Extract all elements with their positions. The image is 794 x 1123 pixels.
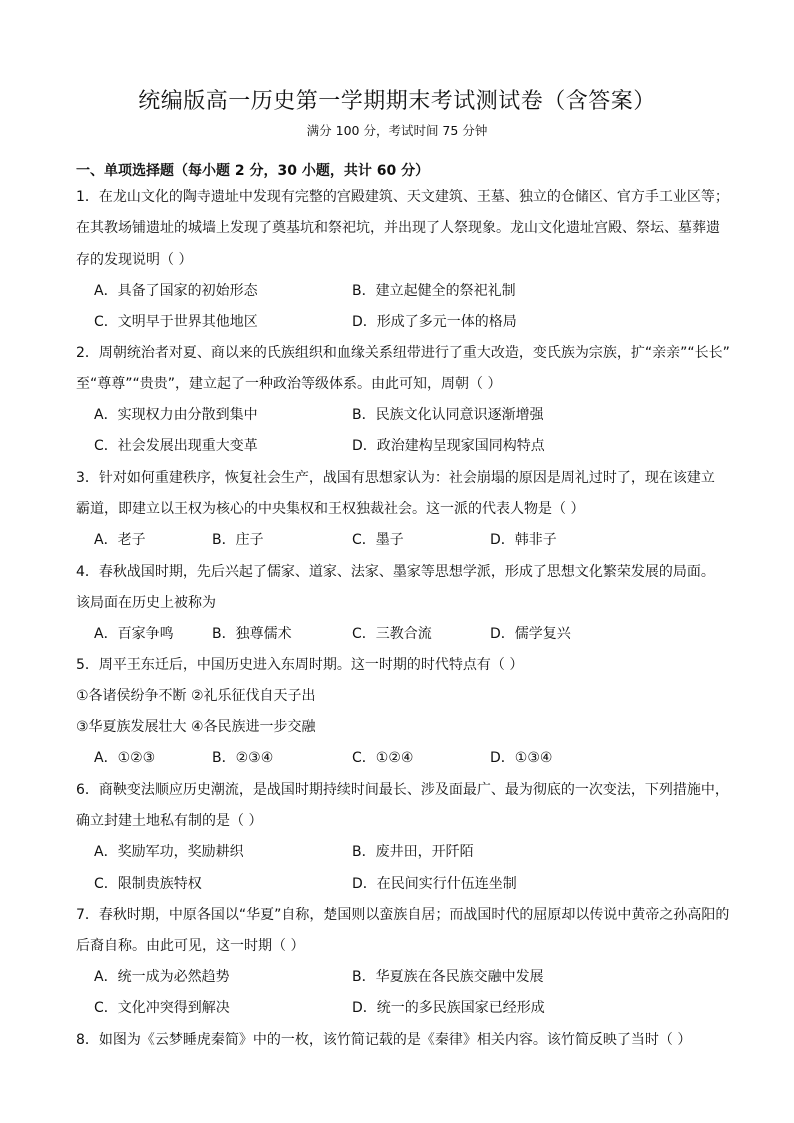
question-1-line-3: 存的发现说明（ ） [76, 252, 193, 268]
question-2-option-d[interactable]: D．政治建构呈现家国同构特点 [352, 438, 545, 454]
exam-subtitle: 满分 100 分，考试时间 75 分钟 [306, 123, 488, 138]
question-2-option-a[interactable]: A．实现权力由分散到集中 [94, 407, 258, 423]
question-4-line-2: 该局面在历史上被称为 [76, 595, 216, 611]
exam-title: 统编版高一历史第一学期期末考试测试卷（含答案） [138, 89, 656, 114]
question-7-line-2: 后裔自称。由此可见，这一时期（ ） [76, 938, 305, 954]
question-3-option-a[interactable]: A．老子 [94, 532, 146, 548]
question-2-option-c[interactable]: C．社会发展出现重大变革 [94, 438, 258, 454]
question-4-option-d[interactable]: D．儒学复兴 [490, 626, 571, 642]
question-5-option-a[interactable]: A．①②③ [94, 750, 156, 766]
question-6-option-d[interactable]: D．在民间实行什伍连坐制 [352, 876, 517, 892]
question-4-option-b[interactable]: B．独尊儒术 [212, 626, 292, 642]
question-7-option-d[interactable]: D．统一的多民族国家已经形成 [352, 1000, 545, 1016]
question-3-option-b[interactable]: B．庄子 [212, 532, 264, 548]
question-1-option-c[interactable]: C．文明早于世界其他地区 [94, 314, 258, 330]
question-4-line-1: 4．春秋战国时期，先后兴起了儒家、道家、法家、墨家等思想学派，形成了思想文化繁荣发展的局面。 [76, 564, 715, 580]
question-1-option-b[interactable]: B．建立起健全的祭祀礼制 [352, 283, 516, 299]
question-1-option-a[interactable]: A．具备了国家的初始形态 [94, 283, 258, 299]
question-3-line-2: 霸道，即建立以王权为核心的中央集权和王权独裁社会。这一派的代表人物是（ ） [76, 501, 585, 517]
question-7-option-a[interactable]: A．统一成为必然趋势 [94, 969, 230, 985]
question-5-statements-1: ①各诸侯纷争不断 ②礼乐征伐自天子出 [76, 688, 316, 704]
question-1-line-2: 在其教场铺遗址的城墙上发现了奠基坑和祭祀坑，并出现了人祭现象。龙山文化遗址宫殿、祭坛、墓葬遗 [76, 220, 720, 236]
question-4-option-a[interactable]: A．百家争鸣 [94, 626, 174, 642]
question-2-line-2: 至“尊尊”“贵贵”，建立起了一种政治等级体系。由此可知，周朝（ ） [76, 376, 502, 392]
question-8-line-1: 8．如图为《云梦睡虎秦简》中的一枚，该竹简记载的是《秦律》相关内容。该竹简反映了当时（ ） [76, 1032, 692, 1048]
question-6-option-b[interactable]: B．废井田，开阡陌 [352, 844, 474, 860]
question-6-line-1: 6．商鞅变法顺应历史潮流，是战国时期持续时间最长、涉及面最广、最为彻底的一次变法，下列措施中， [76, 782, 729, 798]
question-6-option-c[interactable]: C．限制贵族特权 [94, 876, 202, 892]
question-3-option-d[interactable]: D．韩非子 [490, 532, 557, 548]
question-1-line-1: 1．在龙山文化的陶寺遗址中发现有完整的宫殿建筑、天文建筑、王墓、独立的仓储区、官方手工业区等； [76, 189, 729, 205]
question-6-line-2: 确立封建土地私有制的是（ ） [76, 813, 263, 829]
question-7-option-c[interactable]: C．文化冲突得到解决 [94, 1000, 230, 1016]
question-4-option-c[interactable]: C．三教合流 [352, 626, 432, 642]
question-2-option-b[interactable]: B．民族文化认同意识逐渐增强 [352, 407, 544, 423]
question-5-option-b[interactable]: B．②③④ [212, 750, 274, 766]
question-7-option-b[interactable]: B．华夏族在各民族交融中发展 [352, 969, 544, 985]
question-5-line-1: 5．周平王东迁后，中国历史进入东周时期。这一时期的时代特点有（ ） [76, 657, 524, 673]
question-5-option-c[interactable]: C．①②④ [352, 750, 414, 766]
question-3-line-1: 3．针对如何重建秩序，恢复社会生产，战国有思想家认为：社会崩塌的原因是周礼过时了，现在该建立 [76, 470, 715, 486]
question-5-statements-2: ③华夏族发展壮大 ④各民族进一步交融 [76, 719, 316, 735]
question-6-option-a[interactable]: A．奖励军功，奖励耕织 [94, 844, 244, 860]
question-5-option-d[interactable]: D．①③④ [490, 750, 553, 766]
section-heading: 一、单项选择题（每小题 2 分，30 小题，共计 60 分） [76, 163, 430, 179]
question-2-line-1: 2．周朝统治者对夏、商以来的氏族组织和血缘关系纽带进行了重大改造，变氏族为宗族，扩“亲亲”“长长” [76, 345, 730, 361]
question-7-line-1: 7．春秋时期，中原各国以“华夏”自称，楚国则以蛮族自居；而战国时代的屈原却以传说中黄帝之孙高阳的 [76, 907, 730, 923]
question-3-option-c[interactable]: C．墨子 [352, 532, 404, 548]
question-1-option-d[interactable]: D．形成了多元一体的格局 [352, 314, 517, 330]
